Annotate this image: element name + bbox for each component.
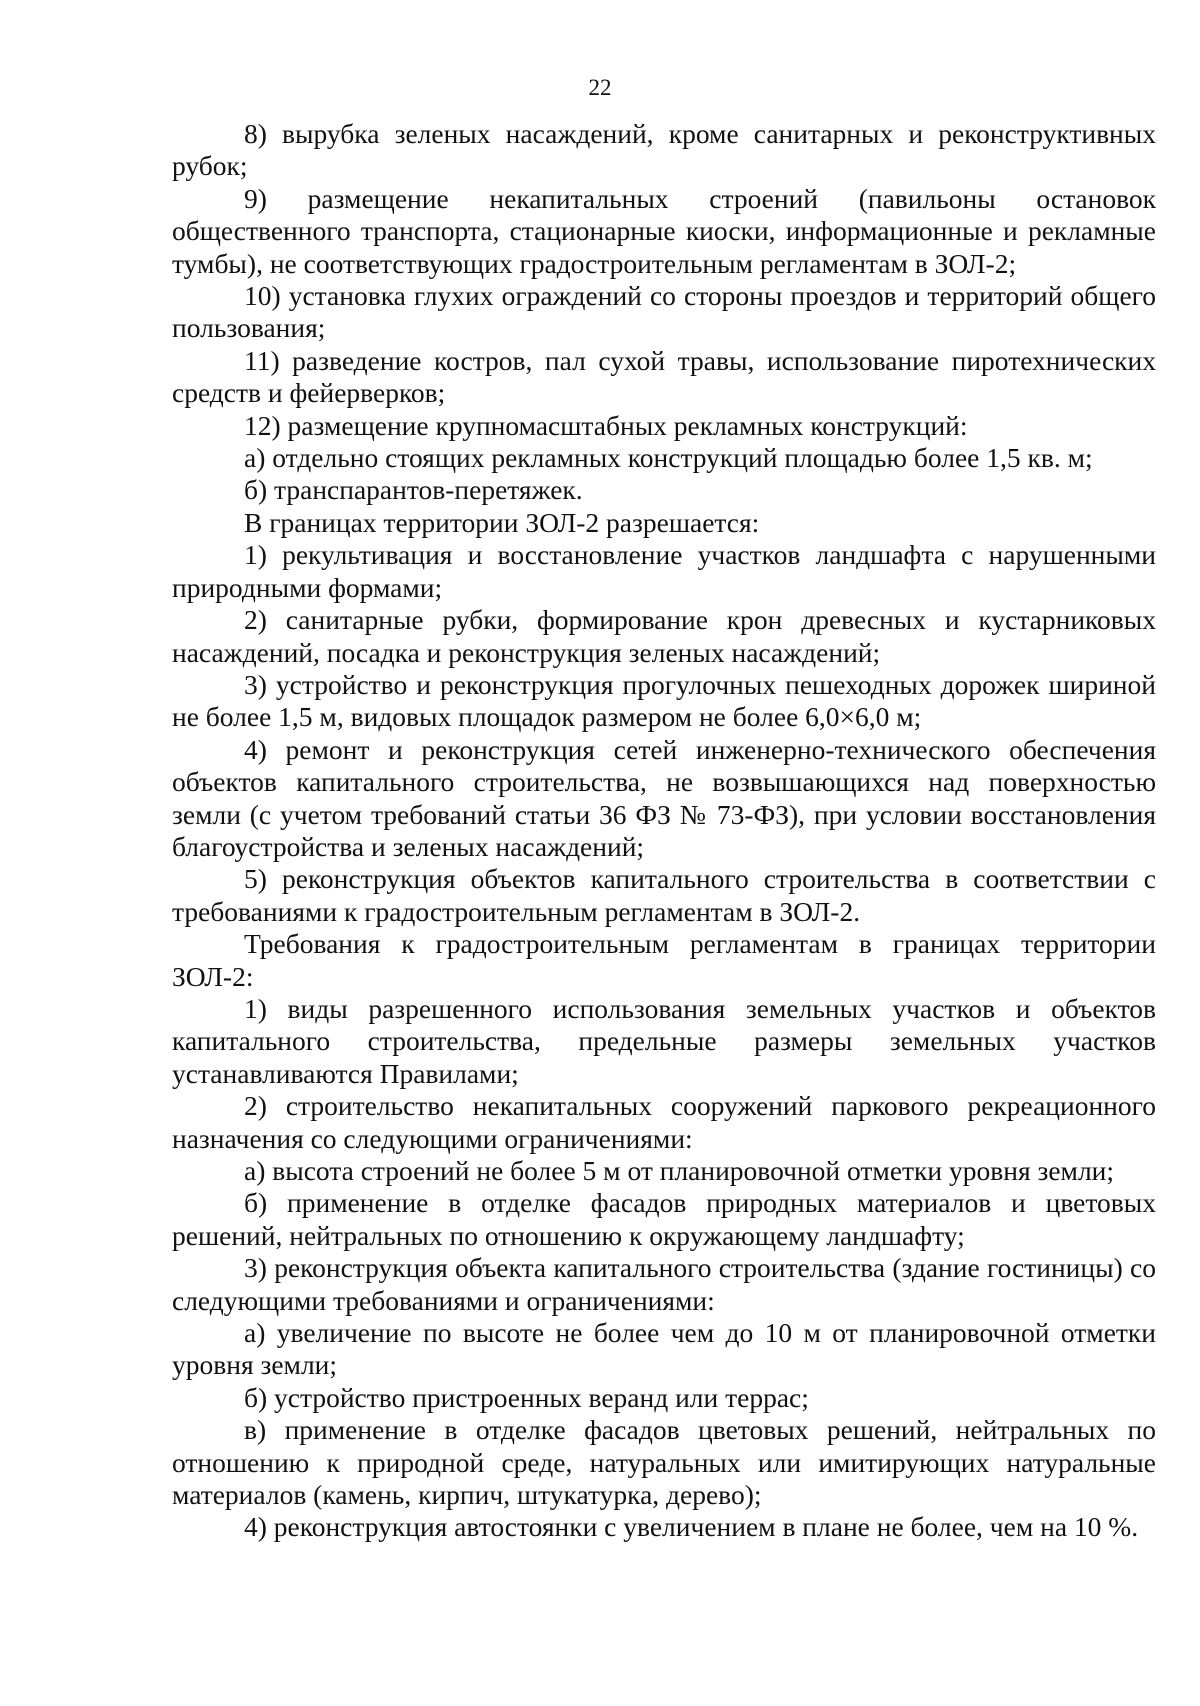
paragraph-requirements-3a: а) увеличение по высоте не более чем до 10 м от планировочной отметки уровня земли; [172,1317,1156,1381]
paragraph-requirements-2: 2) строительство некапитальных сооружений паркового рекреационного назначения со следующими ограничениями: [172,1090,1156,1154]
paragraph-prohibited-9: 9) размещение некапитальных строений (павильоны остановок общественного транспорта, стационарные киоски, информационные и рекламные тумбы), не соответствующих градостроительным регламентам в ЗОЛ-2; [172,182,1156,279]
paragraph-requirements-1: 1) виды разрешенного использования земельных участков и объектов капитального строительства, предельные размеры земельных участков устанавливаются Правилами; [172,992,1156,1089]
paragraph-prohibited-12: 12) размещение крупномасштабных рекламных конструкций: [244,409,968,441]
paragraph-requirements-3b: б) устройство пристроенных веранд или террас; [244,1381,809,1413]
paragraph-allowed-4: 4) ремонт и реконструкция сетей инженерно-технического обеспечения объектов капитального строительства, не возвышающихся над поверхностью земли (с учетом требований статьи 36 ФЗ № 73-ФЗ), при условии восстановления благоустройства и зеленых насаждений; [172,733,1156,862]
paragraph-allowed-2: 2) санитарные рубки, формирование крон древесных и кустарниковых насаждений, посадка и реконструкция зеленых насаждений; [172,604,1156,668]
page-number: 22 [588,75,612,100]
paragraph-prohibited-10: 10) установка глухих ограждений со стороны проездов и территорий общего пользования; [172,280,1156,344]
paragraph-allowed-5: 5) реконструкция объектов капитального строительства в соответствии с требованиями к градостроительным регламентам в ЗОЛ-2. [172,863,1156,927]
paragraph-requirements-heading: Требования к градостроительным регламентам в границах территории ЗОЛ-2: [172,928,1156,992]
paragraph-prohibited-11: 11) разведение костров, пал сухой травы, использование пиротехнических средств и фейерверков; [172,344,1156,409]
paragraph-requirements-2b: б) применение в отделке фасадов природных материалов и цветовых решений, нейтральных по отношению к окружающему ландшафту; [172,1187,1156,1251]
paragraph-allowed-1: 1) рекультивация и восстановление участков ландшафта с нарушенными природными формами; [172,539,1156,603]
paragraph-allowed-3: 3) устройство и реконструкция прогулочных пешеходных дорожек шириной не более 1,5 м, видовых площадок размером не более 6,0×6,0 м; [172,668,1156,733]
paragraph-prohibited-8: 8) вырубка зеленых насаждений, кроме санитарных и реконструктивных рубок; [172,118,1156,182]
paragraph-prohibited-12a: а) отдельно стоящих рекламных конструкций площадью более 1,5 кв. м; [244,442,1093,474]
paragraph-requirements-2a: а) высота строений не более 5 м от планировочной отметки уровня земли; [244,1155,1115,1186]
paragraph-requirements-4: 4) реконструкция автостоянки с увеличением в плане не более, чем на 10 %. [244,1511,1139,1543]
paragraph-requirements-3c: в) применение в отделке фасадов цветовых решений, нейтральных по отношению к природной среде, натуральных или имитирующих натуральные материалов (камень, кирпич, штукатурка, дерево); [172,1414,1156,1511]
document-body [172,118,1156,1544]
paragraph-requirements-3: 3) реконструкция объекта капитального строительства (здание гостиницы) со следующими требованиями и ограничениями: [172,1252,1156,1316]
paragraph-prohibited-12b: б) транспарантов-перетяжек. [244,474,583,506]
paragraph-allowed-heading: В границах территории ЗОЛ-2 разрешается: [244,506,760,538]
